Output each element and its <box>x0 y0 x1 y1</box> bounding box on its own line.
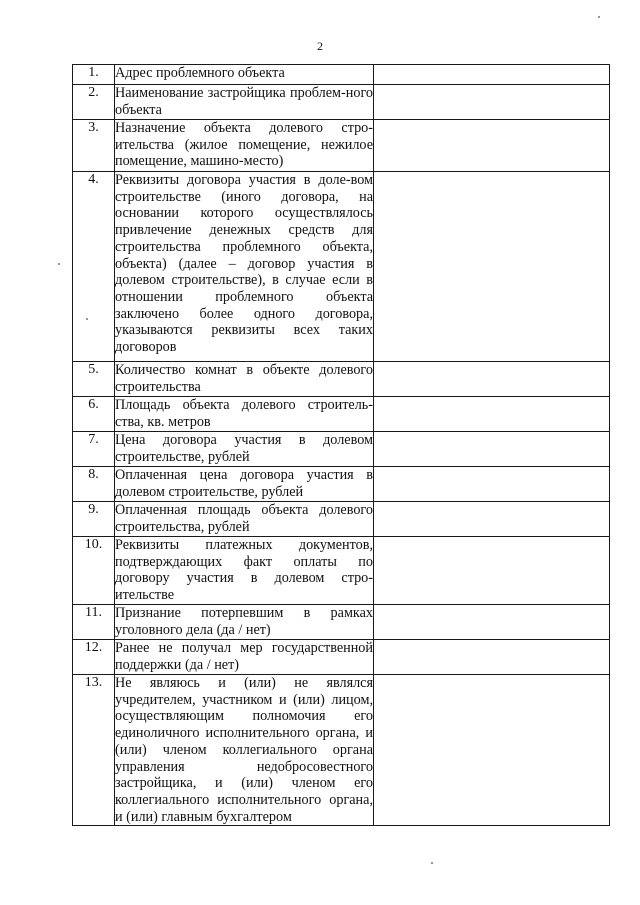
row-description: Признание потерпевшим в рамках уголовного дела (да / нет) <box>115 605 373 638</box>
answer-cell[interactable] <box>374 605 610 640</box>
answer-cell[interactable] <box>374 537 610 605</box>
row-number: 13. <box>73 675 115 826</box>
answer-cell[interactable] <box>374 85 610 120</box>
questionnaire-table <box>72 64 610 826</box>
row-number: 4. <box>73 172 115 362</box>
row-description: Площадь объекта долевого строитель-ства, кв. метров <box>115 397 373 430</box>
answer-cell[interactable] <box>374 502 610 537</box>
table-row <box>73 467 610 502</box>
row-description: Наименование застройщика проблем-ного объекта <box>115 85 373 118</box>
table-row <box>73 432 610 467</box>
row-description: Реквизиты платежных документов, подтверждающих факт оплаты по договору участия в долевом стро-ительстве <box>115 537 373 604</box>
table-row <box>73 65 610 85</box>
row-number: 12. <box>73 640 115 675</box>
row-number: 7. <box>73 432 115 467</box>
row-description: Ранее не получал мер государственной поддержки (да / нет) <box>115 640 373 673</box>
row-number: 5. <box>73 362 115 397</box>
page-number: 2 <box>317 39 323 53</box>
answer-cell[interactable] <box>374 467 610 502</box>
row-description: Оплаченная цена договора участия в долевом строительстве, рублей <box>115 467 373 500</box>
table-row <box>73 640 610 675</box>
table-row <box>73 85 610 120</box>
row-description: Цена договора участия в долевом строительстве, рублей <box>115 432 373 465</box>
answer-cell[interactable] <box>374 432 610 467</box>
answer-cell[interactable] <box>374 65 610 85</box>
row-description: Реквизиты договора участия в доле-вом строительстве (иного договора, на основании которого осуществлялось привлечение денежных средств для строительства проблемного объекта, объекта) (далее – договор участия в долевом строительстве), в случае если в отношении проблемного объекта заключено более одного договора, указываются реквизиты всех таких договоров <box>115 172 374 362</box>
table-row <box>73 502 610 537</box>
answer-cell[interactable] <box>374 172 610 362</box>
answer-cell[interactable] <box>374 397 610 432</box>
table-row <box>73 362 610 397</box>
row-description: Количество комнат в объекте долевого строительства <box>115 362 373 395</box>
row-description: Назначение объекта долевого стро-ительства (жилое помещение, нежилое помещение, машино-место) <box>115 120 374 172</box>
table-row <box>73 675 610 826</box>
answer-cell[interactable] <box>374 640 610 675</box>
scan-speck <box>598 16 600 18</box>
row-number: 10. <box>73 537 115 605</box>
row-description: Адрес проблемного объекта <box>115 65 374 85</box>
row-number: 1. <box>73 65 115 85</box>
table-row <box>73 397 610 432</box>
answer-cell[interactable] <box>374 675 610 826</box>
scan-speck <box>86 318 88 320</box>
table-row <box>73 537 610 605</box>
row-number: 6. <box>73 397 115 432</box>
row-number: 11. <box>73 605 115 640</box>
row-description: Не являюсь и (или) не являлся учредителем, участником и (или) лицом, осуществляющим полномочия его единоличного исполнительного органа, и (или) членом коллегиального органа управления недобросовестного застройщика, и (или) членом его коллегиального исполнительного органа, и (или) главным бухгалтером <box>115 675 373 825</box>
table-row <box>73 120 610 172</box>
table-row <box>73 172 610 362</box>
table-row <box>73 605 610 640</box>
row-number: 9. <box>73 502 115 537</box>
row-number: 3. <box>73 120 115 172</box>
row-description: Оплаченная площадь объекта долевого строительства, рублей <box>115 502 373 535</box>
row-number: 8. <box>73 467 115 502</box>
scan-speck <box>58 263 60 265</box>
row-number: 2. <box>73 85 115 120</box>
answer-cell[interactable] <box>374 362 610 397</box>
answer-cell[interactable] <box>374 120 610 172</box>
scan-speck <box>431 862 433 864</box>
